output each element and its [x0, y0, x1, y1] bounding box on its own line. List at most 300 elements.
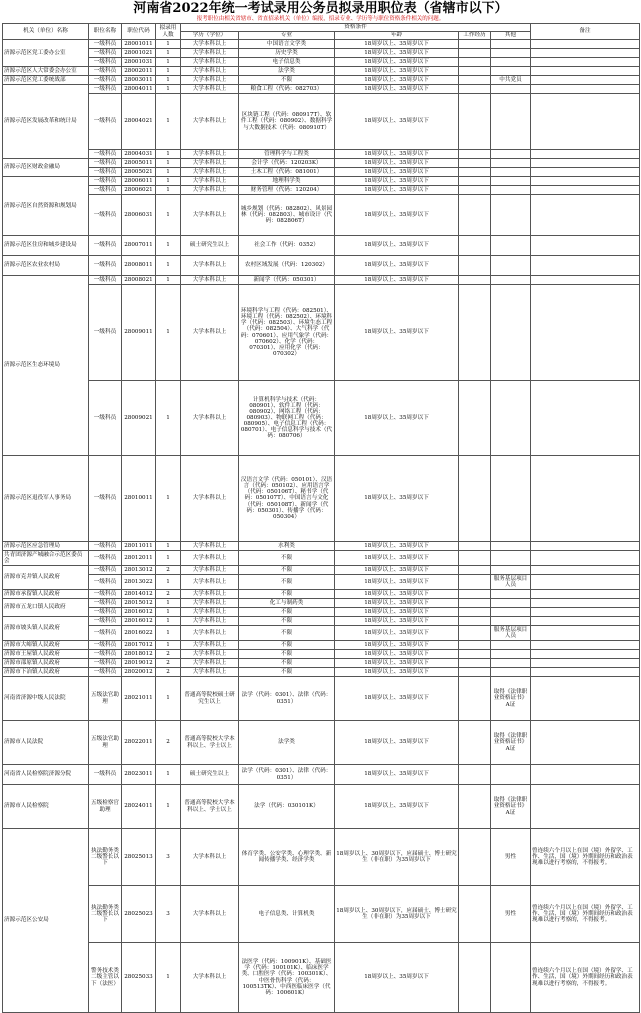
cell-major: 电子信息类	[239, 58, 335, 67]
cell-position: 一级科员	[89, 94, 122, 150]
cell-education: 大学本科以上	[181, 67, 239, 76]
cell-experience	[459, 195, 491, 236]
cell-other	[491, 381, 531, 456]
table-row	[3, 276, 640, 285]
cell-note	[531, 276, 640, 285]
cell-count: 1	[156, 276, 181, 285]
cell-other: 取得《法律职业资格证书》A证	[491, 721, 531, 765]
cell-other	[491, 58, 531, 67]
cell-experience	[459, 608, 491, 617]
cell-count: 1	[156, 608, 181, 617]
cell-code: 28025023	[122, 886, 156, 943]
cell-education: 普通高等院校硕士研究生以上	[181, 677, 239, 721]
cell-experience	[459, 85, 491, 94]
cell-major: 不限	[239, 668, 335, 677]
cell-major: 中国语言文学类	[239, 40, 335, 49]
cell-education: 大学本科以上	[181, 599, 239, 608]
cell-note	[531, 285, 640, 381]
cell-other	[491, 40, 531, 49]
cell-position: 五级检察官助理	[89, 785, 122, 829]
cell-code: 28005011	[122, 159, 156, 168]
table-row	[3, 168, 640, 177]
table-row	[3, 236, 640, 256]
cell-position: 一级科员	[89, 659, 122, 668]
cell-count: 1	[156, 943, 181, 1013]
cell-note	[531, 150, 640, 159]
cell-code: 28004031	[122, 150, 156, 159]
table-row	[3, 58, 640, 67]
cell-other	[491, 67, 531, 76]
header-position: 职位名称	[89, 24, 122, 40]
cell-education: 大学本科以上	[181, 186, 239, 195]
cell-education: 大学本科以上	[181, 40, 239, 49]
cell-note	[531, 551, 640, 566]
cell-position: 一级科员	[89, 150, 122, 159]
cell-experience	[459, 721, 491, 765]
cell-education: 大学本科以上	[181, 608, 239, 617]
cell-education: 大学本科以上	[181, 256, 239, 276]
cell-age: 18周岁以上、35周岁以下	[335, 599, 459, 608]
header-education: 学历（学位）	[181, 32, 239, 40]
cell-other	[491, 608, 531, 617]
cell-agency: 济源示范区住房和城乡建设局	[3, 236, 89, 256]
cell-code: 28006031	[122, 195, 156, 236]
cell-experience	[459, 168, 491, 177]
cell-education: 大学本科以上	[181, 886, 239, 943]
cell-code: 28023011	[122, 765, 156, 785]
header-note: 备注	[531, 24, 640, 40]
cell-position: 一级科员	[89, 236, 122, 256]
cell-age: 18周岁以上、35周岁以下	[335, 785, 459, 829]
table-row	[3, 85, 640, 94]
cell-agency: 济源示范区生态环境局	[3, 276, 89, 456]
header-count: 拟录用人数	[156, 24, 181, 40]
cell-major: 法学（代码：030101K）	[239, 785, 335, 829]
cell-major: 区块链工程（代码：080917T）、软件工程（代码：080902）、数据科学与大数据技术（代码：080910T）	[239, 94, 335, 150]
cell-count: 1	[156, 236, 181, 256]
header-age: 年龄	[335, 32, 459, 40]
cell-age: 18周岁以上、35周岁以下	[335, 58, 459, 67]
cell-major: 会计学（代码：120203K）	[239, 159, 335, 168]
cell-age: 18周岁以上、30周岁以下，应届硕士、博士研究生（非在职）为35周岁以下	[335, 829, 459, 886]
cell-age: 18周岁以上、35周岁以下	[335, 94, 459, 150]
cell-major: 财务管理（代码：120204）	[239, 186, 335, 195]
cell-major: 农村区域发展（代码：120302）	[239, 256, 335, 276]
cell-position: 一级科员	[89, 590, 122, 599]
cell-major: 法学类	[239, 721, 335, 765]
cell-age: 18周岁以上、35周岁以下	[335, 650, 459, 659]
cell-position: 执法勤务类二级警长以下	[89, 829, 122, 886]
cell-other: 取得《法律职业资格证书》A证	[491, 785, 531, 829]
cell-code: 28021011	[122, 677, 156, 721]
cell-education: 大学本科以上	[181, 150, 239, 159]
cell-other	[491, 566, 531, 575]
cell-note	[531, 599, 640, 608]
cell-education: 大学本科以上	[181, 617, 239, 626]
page	[0, 2, 641, 996]
cell-position: 一级科员	[89, 168, 122, 177]
cell-code: 28019012	[122, 659, 156, 668]
cell-position: 一级科员	[89, 276, 122, 285]
cell-note	[531, 626, 640, 641]
table-row	[3, 150, 640, 159]
cell-position: 一级科员	[89, 456, 122, 542]
cell-age: 18周岁以上、35周岁以下	[335, 721, 459, 765]
cell-note	[531, 641, 640, 650]
cell-age: 18周岁以上、35周岁以下	[335, 551, 459, 566]
cell-count: 1	[156, 617, 181, 626]
cell-count: 2	[156, 721, 181, 765]
cell-code: 28016022	[122, 626, 156, 641]
table-row	[3, 650, 640, 659]
cell-other	[491, 186, 531, 195]
cell-note	[531, 721, 640, 765]
cell-education: 大学本科以上	[181, 829, 239, 886]
cell-education: 大学本科以上	[181, 58, 239, 67]
cell-note	[531, 617, 640, 626]
cell-other	[491, 617, 531, 626]
cell-education: 大学本科以上	[181, 49, 239, 58]
cell-education: 大学本科以上	[181, 566, 239, 575]
cell-major: 粮食工程（代码：082703）	[239, 85, 335, 94]
cell-position: 一级科员	[89, 542, 122, 551]
cell-major: 不限	[239, 76, 335, 85]
table-row	[3, 381, 640, 456]
cell-position: 一级科员	[89, 608, 122, 617]
cell-agency: 济源示范区公安局	[3, 829, 89, 1013]
cell-experience	[459, 943, 491, 1013]
cell-experience	[459, 659, 491, 668]
cell-education: 大学本科以上	[181, 542, 239, 551]
cell-note	[531, 40, 640, 49]
cell-major: 地理科学类	[239, 177, 335, 186]
table-row	[3, 575, 640, 590]
table-row	[3, 721, 640, 765]
cell-experience	[459, 551, 491, 566]
cell-note	[531, 85, 640, 94]
cell-education: 大学本科以上	[181, 551, 239, 566]
cell-experience	[459, 58, 491, 67]
cell-note	[531, 677, 640, 721]
cell-code: 28001011	[122, 40, 156, 49]
cell-other	[491, 49, 531, 58]
cell-count: 1	[156, 186, 181, 195]
cell-note: 曾连续六个月以上在国（境）外留学、工作、生活，国（境）外期间经历和政治表现难以进行考察的，不得报考。	[531, 943, 640, 1013]
cell-count: 1	[156, 381, 181, 456]
cell-experience	[459, 256, 491, 276]
cell-count: 1	[156, 177, 181, 186]
cell-education: 普通高等院校大学本科以上、学士以上	[181, 785, 239, 829]
cell-note	[531, 195, 640, 236]
header-qualifications: 资格条件	[181, 24, 531, 32]
cell-note	[531, 186, 640, 195]
cell-experience	[459, 542, 491, 551]
cell-agency: 济源市克井镇人民政府	[3, 566, 89, 590]
cell-education: 大学本科以上	[181, 668, 239, 677]
cell-age: 18周岁以上、35周岁以下	[335, 590, 459, 599]
cell-other	[491, 765, 531, 785]
cell-code: 28003011	[122, 76, 156, 85]
cell-experience	[459, 285, 491, 381]
cell-agency: 共青团济源产城融合示范区委员会	[3, 551, 89, 566]
cell-note	[531, 177, 640, 186]
cell-agency: 济源市邵原镇人民政府	[3, 659, 89, 668]
cell-other: 服务基层项目人员	[491, 575, 531, 590]
cell-major: 土木工程（代码：081001）	[239, 168, 335, 177]
cell-major: 不限	[239, 626, 335, 641]
cell-other: 男性	[491, 829, 531, 886]
cell-code: 28004011	[122, 85, 156, 94]
cell-position: 执法勤务类二级警长以下	[89, 886, 122, 943]
cell-major: 不限	[239, 575, 335, 590]
cell-experience	[459, 49, 491, 58]
cell-count: 1	[156, 256, 181, 276]
cell-code: 28006011	[122, 177, 156, 186]
cell-agency: 济源市人民检察院	[3, 785, 89, 829]
cell-note	[531, 650, 640, 659]
cell-code: 28018012	[122, 650, 156, 659]
cell-code: 28014012	[122, 590, 156, 599]
table-row	[3, 599, 640, 608]
header-agency: 机关（单位）名称	[3, 24, 89, 40]
cell-note	[531, 668, 640, 677]
cell-position: 五级法官助理	[89, 677, 122, 721]
cell-major: 法学（代码：0301）、法律（代码：0351）	[239, 677, 335, 721]
cell-agency: 济源示范区应急管理局	[3, 542, 89, 551]
table-row	[3, 668, 640, 677]
cell-note	[531, 785, 640, 829]
cell-code: 28007011	[122, 236, 156, 256]
cell-position: 一级科员	[89, 49, 122, 58]
cell-count: 1	[156, 285, 181, 381]
cell-age: 18周岁以上、35周岁以下	[335, 943, 459, 1013]
cell-note	[531, 381, 640, 456]
cell-experience	[459, 677, 491, 721]
cell-count: 3	[156, 829, 181, 886]
cell-code: 28020012	[122, 668, 156, 677]
table-row	[3, 641, 640, 650]
table-row	[3, 542, 640, 551]
cell-other	[491, 590, 531, 599]
cell-note	[531, 456, 640, 542]
cell-other	[491, 168, 531, 177]
cell-note	[531, 765, 640, 785]
cell-position: 一级科员	[89, 58, 122, 67]
table-row	[3, 566, 640, 575]
cell-code: 28004021	[122, 94, 156, 150]
cell-note	[531, 58, 640, 67]
cell-note	[531, 49, 640, 58]
table-row	[3, 49, 640, 58]
cell-count: 1	[156, 641, 181, 650]
cell-major: 汉语言文学（代码：050101）、汉语言（代码：050102）、应用语言学（代码：050106T）、秘书学（代码：050107T）、中国语言与文化（代码：050108T）、新闻学（代码：050301）、传播学（代码：050304）	[239, 456, 335, 542]
cell-education: 大学本科以上	[181, 177, 239, 186]
cell-agency: 济源示范区农业农村局	[3, 256, 89, 276]
cell-code: 28008011	[122, 256, 156, 276]
cell-age: 18周岁以上、35周岁以下	[335, 677, 459, 721]
cell-major: 电子信息类、计算机类	[239, 886, 335, 943]
cell-code: 28001021	[122, 49, 156, 58]
cell-agency: 济源示范区党工委统战部	[3, 76, 89, 85]
cell-agency: 济源示范区自然资源和规划局	[3, 177, 89, 236]
header-other: 其他	[491, 32, 531, 40]
cell-code: 28025033	[122, 943, 156, 1013]
cell-position: 一级科员	[89, 256, 122, 276]
cell-count: 1	[156, 785, 181, 829]
cell-experience	[459, 186, 491, 195]
table-row	[3, 626, 640, 641]
cell-note	[531, 575, 640, 590]
cell-experience	[459, 456, 491, 542]
cell-major: 城乡规划（代码：082802）、风景园林（代码：082803）、城市设计（代码：082806T）	[239, 195, 335, 236]
cell-experience	[459, 94, 491, 150]
header-code: 职位代码	[122, 24, 156, 40]
cell-agency: 济源市五龙口镇人民政府	[3, 599, 89, 617]
cell-position: 一级科员	[89, 159, 122, 168]
cell-major: 不限	[239, 617, 335, 626]
cell-position: 一级科员	[89, 195, 122, 236]
cell-major: 体育学类、公安学类、心理学类、新闻传播学类、经济学类	[239, 829, 335, 886]
cell-experience	[459, 785, 491, 829]
cell-agency: 济源市坡头镇人民政府	[3, 617, 89, 641]
cell-education: 大学本科以上	[181, 943, 239, 1013]
cell-age: 18周岁以上、35周岁以下	[335, 76, 459, 85]
cell-code: 28022011	[122, 721, 156, 765]
cell-count: 1	[156, 677, 181, 721]
cell-experience	[459, 668, 491, 677]
cell-count: 1	[156, 195, 181, 236]
cell-age: 18周岁以上、30周岁以下，应届硕士、博士研究生（非在职）为35周岁以下	[335, 886, 459, 943]
table-row	[3, 551, 640, 566]
cell-other: 服务基层项目人员	[491, 626, 531, 641]
cell-code: 28015012	[122, 599, 156, 608]
cell-education: 大学本科以上	[181, 381, 239, 456]
table-row	[3, 256, 640, 276]
cell-education: 大学本科以上	[181, 285, 239, 381]
cell-other	[491, 85, 531, 94]
cell-experience	[459, 886, 491, 943]
cell-major: 不限	[239, 659, 335, 668]
cell-note	[531, 566, 640, 575]
cell-age: 18周岁以上、35周岁以下	[335, 765, 459, 785]
cell-education: 大学本科以上	[181, 85, 239, 94]
cell-count: 1	[156, 765, 181, 785]
cell-major: 水利类	[239, 542, 335, 551]
cell-count: 2	[156, 668, 181, 677]
cell-age: 18周岁以上、35周岁以下	[335, 159, 459, 168]
table-row	[3, 829, 640, 886]
cell-age: 18周岁以上、35周岁以下	[335, 85, 459, 94]
cell-major: 不限	[239, 641, 335, 650]
table-row	[3, 285, 640, 381]
cell-position: 一级科员	[89, 650, 122, 659]
cell-count: 1	[156, 575, 181, 590]
cell-experience	[459, 177, 491, 186]
cell-count: 2	[156, 659, 181, 668]
cell-age: 18周岁以上、35周岁以下	[335, 641, 459, 650]
cell-major: 管理科学与工程类	[239, 150, 335, 159]
cell-other	[491, 551, 531, 566]
cell-note	[531, 76, 640, 85]
cell-education: 大学本科以上	[181, 659, 239, 668]
cell-position: 五级法官助理	[89, 721, 122, 765]
cell-other	[491, 256, 531, 276]
cell-major: 不限	[239, 551, 335, 566]
cell-major: 不限	[239, 650, 335, 659]
cell-note	[531, 659, 640, 668]
cell-age: 18周岁以上、35周岁以下	[335, 542, 459, 551]
table-body	[3, 40, 640, 1013]
cell-count: 1	[156, 456, 181, 542]
cell-count: 1	[156, 626, 181, 641]
cell-position: 一级科员	[89, 668, 122, 677]
cell-education: 大学本科以上	[181, 195, 239, 236]
cell-age: 18周岁以上、35周岁以下	[335, 608, 459, 617]
cell-agency: 济源市大峪镇人民政府	[3, 641, 89, 650]
cell-experience	[459, 76, 491, 85]
cell-major: 计算机科学与技术（代码：080901）、软件工程（代码：080902）、网络工程（代码：080903）、物联网工程（代码：080905）、电子信息工程（代码：080701）、电子信息科学与技术（代码：080706）	[239, 381, 335, 456]
cell-major: 法医学（代码：100901K）、基础医学（代码：100101K）、临床医学类、口腔医学（代码：100301K）、中医骨伤科学（代码：100513TK）、中西医临床医学（代码：100601K）	[239, 943, 335, 1013]
cell-agency: 济源示范区财政金融局	[3, 159, 89, 177]
cell-age: 18周岁以上、35周岁以下	[335, 186, 459, 195]
cell-count: 1	[156, 76, 181, 85]
cell-count: 1	[156, 94, 181, 150]
header-major: 专业	[239, 32, 335, 40]
cell-major: 不限	[239, 566, 335, 575]
cell-note: 曾连续六个月以上在国（境）外留学、工作、生活，国（境）外期间经历和政治表现难以进行考察的，不得报考。	[531, 829, 640, 886]
table-row	[3, 94, 640, 150]
cell-experience	[459, 276, 491, 285]
cell-education: 大学本科以上	[181, 76, 239, 85]
cell-code: 28016012	[122, 608, 156, 617]
cell-count: 1	[156, 542, 181, 551]
table-row	[3, 943, 640, 1013]
table-row	[3, 177, 640, 186]
cell-position: 一级科员	[89, 641, 122, 650]
cell-age: 18周岁以上、35周岁以下	[335, 195, 459, 236]
cell-position: 一级科员	[89, 85, 122, 94]
cell-position: 一级科员	[89, 285, 122, 381]
cell-agency: 济源示范区党工委办公室	[3, 40, 89, 67]
cell-note: 曾连续六个月以上在国（境）外留学、工作、生活，国（境）外期间经历和政治表现难以进行考察的，不得报考。	[531, 886, 640, 943]
cell-agency: 济源市王屋镇人民政府	[3, 650, 89, 659]
cell-age: 18周岁以上、35周岁以下	[335, 150, 459, 159]
cell-age: 18周岁以上、35周岁以下	[335, 456, 459, 542]
cell-code: 28005021	[122, 168, 156, 177]
cell-experience	[459, 575, 491, 590]
cell-code: 28010011	[122, 456, 156, 542]
cell-other	[491, 195, 531, 236]
cell-major: 历史学类	[239, 49, 335, 58]
cell-agency: 河南省人民检察院济源分院	[3, 765, 89, 785]
cell-code: 28013022	[122, 575, 156, 590]
cell-age: 18周岁以上、35周岁以下	[335, 285, 459, 381]
cell-agency: 济源示范区发展改革和统计局	[3, 85, 89, 159]
cell-code: 28011011	[122, 542, 156, 551]
cell-experience	[459, 67, 491, 76]
cell-other	[491, 456, 531, 542]
cell-code: 28025013	[122, 829, 156, 886]
cell-other	[491, 150, 531, 159]
cell-position: 一级科员	[89, 186, 122, 195]
cell-age: 18周岁以上、35周岁以下	[335, 177, 459, 186]
cell-count: 1	[156, 551, 181, 566]
cell-other	[491, 668, 531, 677]
cell-note	[531, 159, 640, 168]
cell-other	[491, 94, 531, 150]
cell-code: 28013012	[122, 566, 156, 575]
cell-count: 2	[156, 590, 181, 599]
